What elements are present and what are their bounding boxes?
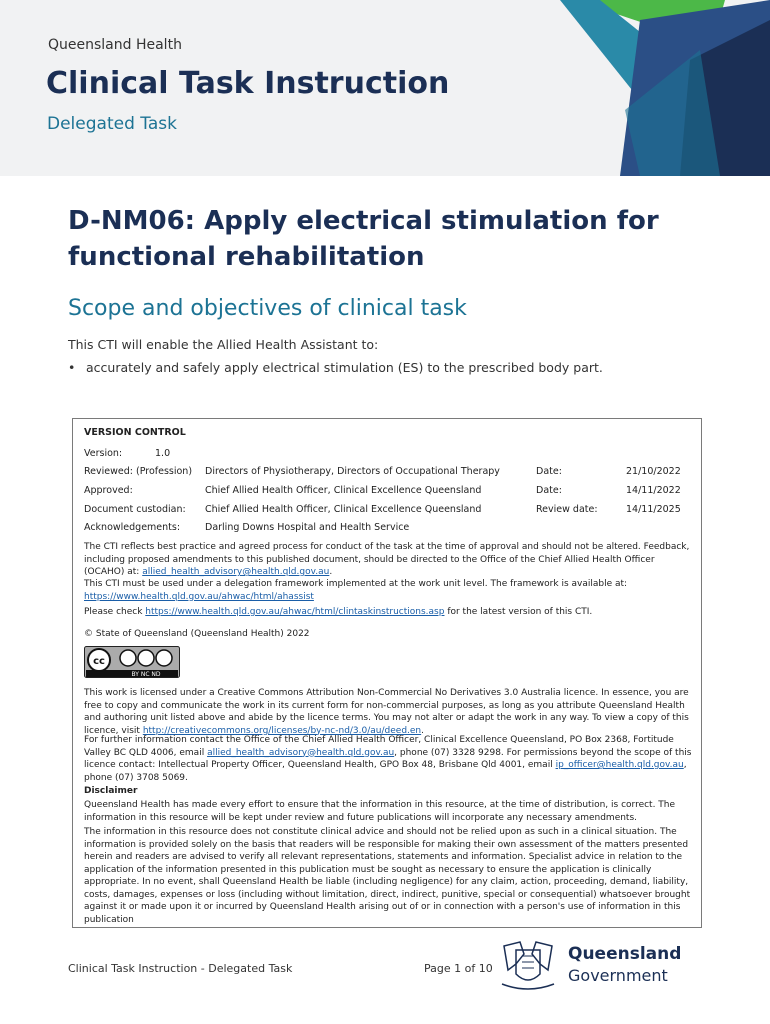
attribution-icon xyxy=(120,650,136,666)
disclaimer-paragraph-1: Queensland Health has made every effort to ensure that the information in this resource, at the time of distribution, is correct. The information in this resource will be kept under review and future publications will incorporate any necessary amendments. xyxy=(84,800,676,823)
framework-paragraph: This CTI must be used under a delegation framework implemented at the work unit level. The framework is available at: https://www.health.qld.gov.au/ahwac/html/ahassist xyxy=(84,579,628,602)
contact-email-link[interactable]: allied_health_advisory@health.qld.gov.au xyxy=(207,747,395,758)
reviewed-value: Directors of Physiotherapy, Directors of Occupational Therapy xyxy=(205,466,500,477)
svg-text:BY NC ND: BY NC ND xyxy=(131,671,161,678)
objective-list-item xyxy=(68,360,603,375)
document-title: D-NM06: Apply electrical stimulation for functional rehabilitation xyxy=(68,206,659,272)
feedback-paragraph: The CTI reflects best practice and agreed process for conduct of the task at the time of approval and should not be altered. Feedback, including proposed amendments to this published document, should be directed to the Office of the Chief Allied Health Officer (OCAHO) at: allied_health_advisory@health.qld.gov.au. xyxy=(84,542,690,577)
queensland-crest-icon xyxy=(496,940,560,994)
government-name: Queensland xyxy=(568,944,682,964)
bullet-icon: • xyxy=(68,360,76,375)
organisation-name: Queensland Health xyxy=(48,37,182,53)
reviewed-label: Reviewed: (Profession) xyxy=(84,466,193,477)
page-number: Page 1 of 10 xyxy=(424,962,493,975)
approved-date-value: 14/11/2022 xyxy=(626,485,681,496)
review-date-label: Review date: xyxy=(536,504,598,515)
license-link[interactable]: http://creativecommons.org/licenses/by-nc-nd/3.0/au/deed.en xyxy=(142,725,422,736)
custodian-label: Document custodian: xyxy=(84,504,186,515)
government-word: Government xyxy=(568,966,668,985)
approved-value: Chief Allied Health Officer, Clinical Excellence Queensland xyxy=(205,485,482,496)
contact-paragraph: For further information contact the Office of the Chief Allied Health Officer, Clinical Excellence Queensland, PO Box 2368, Fortitude Valley BC QLD 4006, email allied_health_advisory@health.qld.gov.au, phone (07) 3328 9298. For permissions beyond the scope of this licence contact: Intellectual Property Officer, Queensland Health, GPO Box 48, Brisbane Qld 4001, email ip_officer@health.qld.gov.au, phone (07) 3708 5069. xyxy=(84,735,692,783)
reviewed-date-label: Date: xyxy=(536,466,562,477)
license-paragraph: This work is licensed under a Creative Commons Attribution Non-Commercial No Derivatives 3.0 Australia licence. In essence, you are free to copy and communicate the work in its current form for non-commercial purposes, as long as you attribute Queensland Health and authoring unit listed above and abide by the licence terms. You may not alter or adapt the work in any way. To view a copy of this licence, visit http://creativecommons.org/licenses/by-nc-nd/3.0/au/deed.en. xyxy=(84,688,689,736)
objective-text: accurately and safely apply electrical stimulation (ES) to the prescribed body part. xyxy=(86,360,603,375)
approved-label: Approved: xyxy=(84,485,133,496)
footer-doc-type: Clinical Task Instruction - Delegated Task xyxy=(68,962,293,975)
noderivatives-icon xyxy=(156,650,172,666)
review-date-value: 14/11/2025 xyxy=(626,504,681,515)
feedback-email-link[interactable]: allied_health_advisory@health.qld.gov.au xyxy=(142,567,330,577)
version-label: Version: xyxy=(84,448,123,459)
acknowledgements-label: Acknowledgements: xyxy=(84,522,181,533)
approved-date-label: Date: xyxy=(536,485,562,496)
acknowledgements-value: Darling Downs Hospital and Health Service xyxy=(205,522,410,533)
svg-text:cc: cc xyxy=(93,656,105,667)
custodian-value: Chief Allied Health Officer, Clinical Excellence Queensland xyxy=(205,504,482,515)
disclaimer-paragraph-2: The information in this resource does not constitute clinical advice and should not be relied upon as such in a clinical situation. The information is provided solely on the basis that readers will be responsible for making their own assessment of the matters presented herein and readers are advised to verify all relevant representations, statements and information. Specialist advice in relation to the application of the information presented in this publication must be sought as necessary to ensure the application is clinically appropriate. In no event, shall Queensland Health be liable (including negligence) for any claim, action, proceeding, demand, liability, costs, damages, expenses or loss (including without limitation, direct, indirect, punitive, special or consequential) whatsoever brought against it or made upon it or incurred by Queensland Health arising out of or in connection with a person's use of information in this publication xyxy=(84,827,691,925)
latest-version-paragraph: Please check https://www.health.qld.gov.au/ahwac/html/clintaskinstructions.asp for the latest version of this CTI. xyxy=(84,607,593,617)
version-value: 1.0 xyxy=(155,448,171,459)
page-title: Clinical Task Instruction xyxy=(46,66,450,101)
intro-text: This CTI will enable the Allied Health Assistant to: xyxy=(68,337,379,352)
disclaimer-heading: Disclaimer xyxy=(84,786,138,796)
latest-version-link[interactable]: https://www.health.qld.gov.au/ahwac/html/clintaskinstructions.asp xyxy=(145,607,445,617)
noncommercial-icon xyxy=(138,650,154,666)
copyright-notice: © State of Queensland (Queensland Health) 2022 xyxy=(84,629,310,639)
framework-link[interactable]: https://www.health.qld.gov.au/ahwac/html/ahassist xyxy=(84,591,314,602)
creative-commons-badge xyxy=(84,646,180,678)
version-control-heading: VERSION CONTROL xyxy=(84,427,186,438)
page-subtitle: Delegated Task xyxy=(47,114,177,134)
reviewed-date-value: 21/10/2022 xyxy=(626,466,681,477)
ip-officer-email-link[interactable]: ip_officer@health.qld.gov.au xyxy=(555,760,684,770)
section-heading: Scope and objectives of clinical task xyxy=(68,296,467,321)
